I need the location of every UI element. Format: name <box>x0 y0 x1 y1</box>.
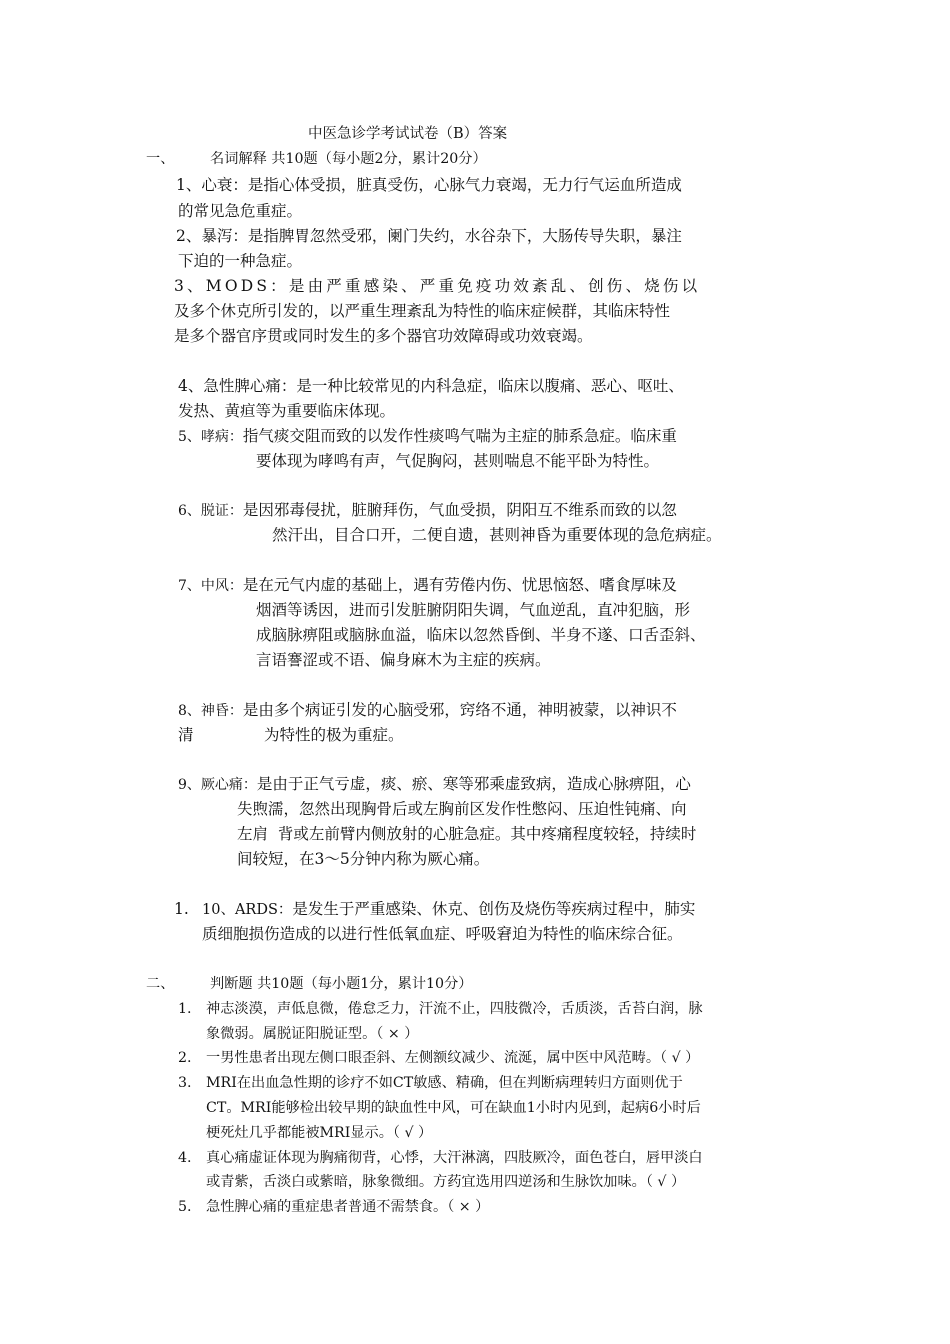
term-label: 9、厥心痛： <box>178 777 257 793</box>
question-1-text: 神志淡漠，声低息微，倦怠乏力，汗流不止，四肢微冷，舌质淡，舌苔白润，脉 <box>206 1001 703 1017</box>
term-9-cont-2: 左肩 背或左前臂内侧放射的心脏急症。其中疼痛程度较轻，持续时 <box>237 825 697 843</box>
term-5-cont: 要体现为哮鸣有声，气促胸闷，甚则喘息不能平卧为特性。 <box>256 452 660 470</box>
question-4-number: 4. <box>178 1150 192 1166</box>
term-label: 2、暴泻： <box>176 227 248 245</box>
term-1-cont: 的常见急危重症。 <box>178 202 303 220</box>
term-4-cont: 发热、黄疸等为重要临床体现。 <box>178 402 396 420</box>
document-title: 中医急诊学考试试卷（B）答案 <box>308 126 508 142</box>
term-10-cont: 质细胞损伤造成的以进行性低氧血症、呼吸窘迫为特性的临床综合征。 <box>202 925 683 943</box>
term-3-cont-2: 是多个器官序贯或同时发生的多个器官功效障碍或功效衰竭。 <box>174 327 593 345</box>
section-2-heading: 判断题 共10题（每小题1分，累计10分） <box>210 976 473 992</box>
term-2 <box>176 229 682 245</box>
term-2-cont: 下迫的一种急症。 <box>178 252 303 270</box>
term-label: 10、ARDS： <box>202 902 293 918</box>
question-2-text: 一男性患者出现左侧口眼歪斜、左侧额纹减少、流涎，属中医中风范畴。（ √ ） <box>206 1050 700 1066</box>
section-2-number: 二、 <box>146 976 175 992</box>
term-7 <box>178 578 677 594</box>
term-8-cont-1: 清 <box>178 726 194 744</box>
question-4-text: 真心痛虚证体现为胸痛彻背，心悸，大汗淋漓，四肢厥冷，面色苍白，唇甲淡白 <box>206 1150 703 1166</box>
term-8 <box>178 703 677 719</box>
question-4-cont: 或青紫，舌淡白或紫暗，脉象微细。方药宜选用四逆汤和生脉饮加味。（ √ ） <box>206 1174 686 1190</box>
question-3-cont-2: 梗死灶几乎都能被MRI显示。（ √ ） <box>206 1125 433 1141</box>
term-label: 4、急性脾心痛： <box>178 377 297 395</box>
question-1-number: 1. <box>178 1001 192 1017</box>
term-3 <box>174 279 700 295</box>
term-10 <box>202 902 695 918</box>
term-7-cont-1: 烟酒等诱因，进而引发脏腑阴阳失调，气血逆乱，直冲犯脑，形 <box>256 601 691 619</box>
term-label: 6、脱证： <box>178 503 243 519</box>
question-5-number: 5. <box>178 1199 192 1215</box>
term-9-cont-1: 失煦濡，忽然出现胸骨后或左胸前区发作性憋闷、压迫性钝痛、向 <box>237 800 687 818</box>
term-3-cont-1: 及多个休克所引发的，以严重生理紊乱为特性的临床症候群，其临床特性 <box>174 302 671 320</box>
term-7-cont-3: 言语謇涩或不语、偏身麻木为主症的疾病。 <box>256 651 551 669</box>
term-text: 是在元气内虚的基础上，遇有劳倦内伤、忧思恼怒、嗜食厚味及 <box>242 576 677 594</box>
section-1-number: 一、 <box>146 151 175 167</box>
term-6 <box>178 503 677 519</box>
term-text: 是由于正气亏虚，痰、瘀、寒等邪乘虚致病，造成心脉痹阻，心 <box>256 775 691 793</box>
question-1-cont: 象微弱。属脱证阳脱证型。（ × ） <box>206 1026 419 1042</box>
term-text: 是指心体受损，脏真受伤，心脉气力衰竭，无力行气运血所造成 <box>247 176 682 194</box>
term-label: 5、哮病： <box>178 429 243 445</box>
term-8-cont-2: 为特性的极为重症。 <box>264 726 404 744</box>
question-2-number: 2. <box>178 1050 192 1066</box>
term-text: 是发生于严重感染、休克、创伤及烧伤等疾病过程中，肺实 <box>292 900 696 918</box>
term-9-cont-3: 间较短，在3～5分钟内称为厥心痛。 <box>237 850 490 868</box>
term-text: 是由严重感染、严重免疫功效紊乱、创伤、烧伤以 <box>288 277 701 295</box>
term-text: 是因邪毒侵扰，脏腑拜伤，气血受损，阴阳互不维系而致的以忽 <box>242 501 677 519</box>
question-3-number: 3. <box>178 1075 192 1091</box>
term-text: 是由多个病证引发的心脑受邪，窍络不通，神明被蒙，以神识不 <box>242 701 677 719</box>
term-text: 指气痰交阻而致的以发作性痰鸣气喘为主症的肺系急症。临床重 <box>242 427 677 445</box>
term-text: 是指脾胃忽然受邪，阑门失约，水谷杂下，大肠传导失职，暴注 <box>247 227 682 245</box>
term-label: 8、神昏： <box>178 703 243 719</box>
term-9 <box>178 777 691 793</box>
term-label: 3、MODS： <box>174 277 289 295</box>
section-1-heading: 名词解释 共10题（每小题2分，累计20分） <box>210 151 487 167</box>
term-label: 7、中风： <box>178 578 243 594</box>
term-label: 1、心衰： <box>176 176 248 194</box>
term-6-cont: 然汗出，目合口开，二便自遗，甚则神昏为重要体现的急危病症。 <box>272 526 722 544</box>
question-3-text: MRI在出血急性期的诊疗不如CT敏感、精确，但在判断病理转归方面则优于 <box>206 1075 683 1091</box>
question-3-cont-1: CT。MRI能够检出较早期的缺血性中风，可在缺血1小时内见到，起病6小时后 <box>206 1100 701 1116</box>
term-1 <box>176 178 682 194</box>
term-7-cont-2: 成脑脉痹阻或脑脉血溢，临床以忽然昏倒、半身不遂、口舌歪斜、 <box>256 626 706 644</box>
term-10-marker: 1. <box>174 900 189 918</box>
question-5-text: 急性脾心痛的重症患者普通不需禁食。（ × ） <box>206 1199 490 1215</box>
term-text: 是一种比较常见的内科急症，临床以腹痛、恶心、呕吐、 <box>296 377 684 395</box>
term-4 <box>178 379 684 395</box>
term-5 <box>178 429 677 445</box>
